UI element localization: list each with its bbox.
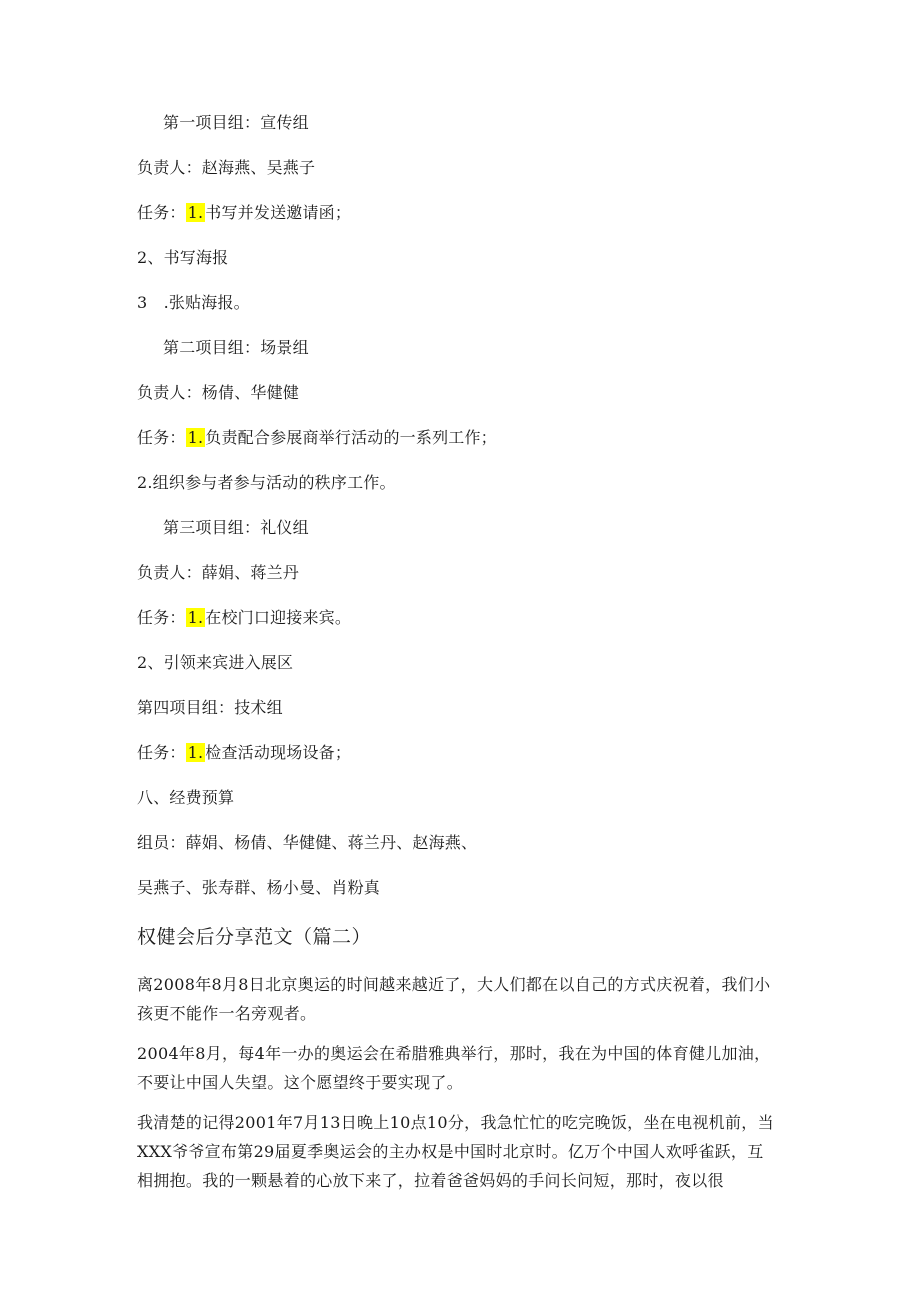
group-2-leaders: 负责人：杨倩、华健健 (137, 383, 300, 402)
paragraph-1: 离2008年8月8日北京奥运的时间越来越近了，大人们都在以自己的方式庆祝着，我们小孩更不能作一名旁观者。 (137, 975, 771, 1023)
members-line-2: 吴燕子、张寿群、杨小曼、肖粉真 (137, 878, 381, 897)
task-prefix: 任务： (137, 743, 186, 762)
highlighted-number: 1. (187, 608, 204, 627)
group-4-task-1 (137, 742, 351, 764)
task-text: 书写并发送邀请函； (205, 203, 352, 222)
task-prefix: 任务： (137, 608, 186, 627)
group-1-task-2: 2、书写海报 (137, 248, 229, 267)
paragraph-3: 我清楚的记得2001年7月13日晚上10点10分，我急忙忙的吃完晚饭，坐在电视机前，当XXX爷爷宣布第29届夏季奥运会的主办权是中国时北京时。亿万个中国人欢呼雀跃，互相拥抱。我的一颗悬着的心放下来了，拉着爸爸妈妈的手问长问短，那时，夜以很 (137, 1113, 774, 1190)
group-2-task-2: 2.组织参与者参与活动的秩序工作。 (137, 473, 396, 492)
highlighted-number: 1. (187, 743, 204, 762)
group-1-task-1 (137, 202, 351, 224)
group-1-title: 第一项目组：宣传组 (163, 113, 309, 132)
group-2-task-1 (137, 427, 497, 449)
paragraph-2: 2004年8月，每4年一办的奥运会在希腊雅典举行，那时，我在为中国的体育健儿加油，不要让中国人失望。这个愿望终于要实现了。 (137, 1044, 771, 1092)
group-2-title: 第二项目组：场景组 (163, 338, 309, 357)
task-text: 在校门口迎接来宾。 (205, 608, 352, 627)
group-3-task-2: 2、引领来宾进入展区 (137, 653, 294, 672)
budget-section-title: 八、经费预算 (137, 788, 235, 807)
group-1-leaders: 负责人：赵海燕、吴燕子 (137, 158, 316, 177)
group-3-leaders: 负责人：薛娟、蒋兰丹 (137, 563, 300, 582)
task-text: 检查活动现场设备； (205, 743, 352, 762)
article-heading: 权健会后分享范文（篇二） (137, 926, 372, 948)
members-line-1: 组员：薛娟、杨倩、华健健、蒋兰丹、赵海燕、 (137, 833, 478, 852)
task-prefix: 任务： (137, 428, 186, 447)
highlighted-number: 1. (187, 428, 204, 447)
group-3-task-1 (137, 607, 351, 629)
group-3-title: 第三项目组：礼仪组 (163, 518, 309, 537)
group-4-title: 第四项目组：技术组 (137, 698, 283, 717)
task-text: 负责配合参展商举行活动的一系列工作； (205, 428, 497, 447)
highlighted-number: 1. (187, 203, 204, 222)
group-1-task-3: 3 .张贴海报。 (137, 293, 250, 312)
task-prefix: 任务： (137, 203, 186, 222)
